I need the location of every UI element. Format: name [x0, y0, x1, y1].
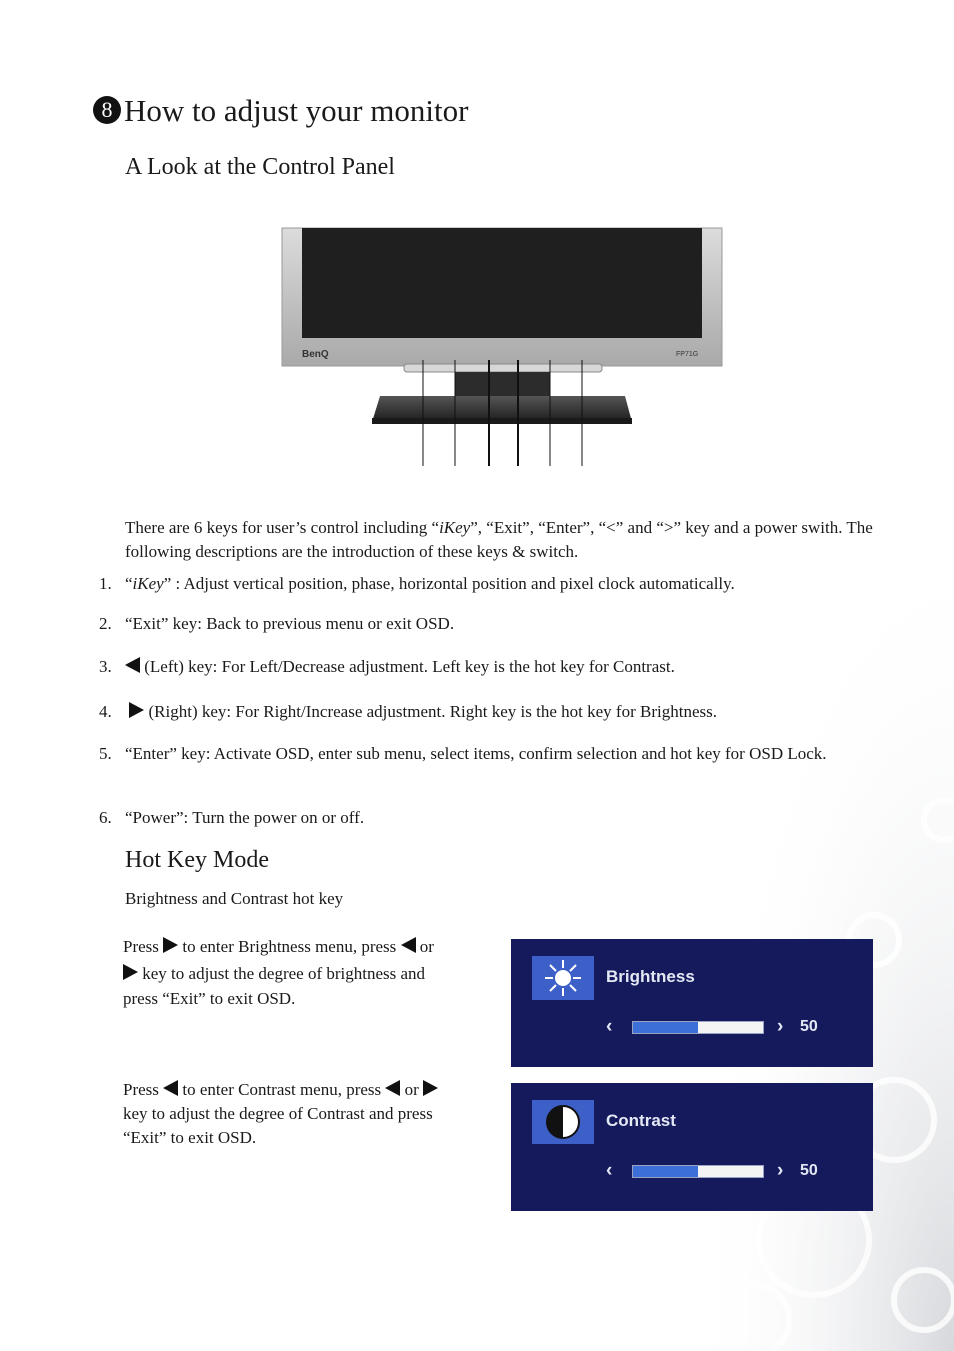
contrast-value: 50: [800, 1162, 818, 1179]
chevron-left-icon: ‹: [606, 1016, 613, 1037]
left-triangle-icon: [163, 1080, 178, 1096]
model-label: FP71G: [676, 351, 699, 358]
brightness-value: 50: [800, 1018, 818, 1035]
sun-icon: [532, 956, 594, 1000]
chapter-number-badge: 8: [93, 96, 121, 124]
control-panel-heading: A Look at the Control Panel: [125, 154, 395, 180]
left-triangle-icon: [125, 657, 140, 673]
right-triangle-icon: [129, 702, 144, 718]
monitor-control-panel-image: [280, 226, 726, 470]
decorative-background-pattern: [694, 520, 954, 1351]
contrast-icon: [532, 1100, 594, 1144]
contrast-instructions: Press to enter Contrast menu, press or key to adjust the degree of Contrast and press “Exit” to exit OSD.: [123, 1078, 493, 1150]
page-title: How to adjust your monitor: [124, 93, 469, 128]
chevron-left-icon: ‹: [606, 1160, 613, 1181]
contrast-label: Contrast: [606, 1111, 676, 1130]
right-triangle-icon: [423, 1080, 438, 1096]
right-triangle-icon: [123, 964, 138, 980]
left-triangle-icon: [385, 1080, 400, 1096]
right-triangle-icon: [163, 937, 178, 953]
contrast-level-fill: [633, 1166, 698, 1177]
chevron-right-icon: ›: [777, 1016, 784, 1037]
brightness-label: Brightness: [606, 967, 695, 986]
contrast-osd-panel: [511, 1083, 873, 1211]
chevron-right-icon: ›: [777, 1160, 784, 1181]
hot-key-subheading: Brightness and Contrast hot key: [125, 889, 344, 908]
brightness-instructions: Press to enter Brightness menu, press or key to adjust the degree of brightness and press “Exit” to exit OSD.: [123, 937, 434, 1008]
left-triangle-icon: [401, 937, 416, 953]
brightness-level-fill: [633, 1022, 698, 1033]
contrast-level-bar: [632, 1165, 764, 1178]
brightness-level-bar: [632, 1021, 764, 1034]
hot-key-heading: Hot Key Mode: [125, 847, 269, 873]
brand-logo: BenQ: [302, 349, 329, 360]
brightness-osd-panel: [511, 939, 873, 1067]
control-panel-intro: There are 6 keys for user’s control including “iKey”, “Exit”, “Enter”, “<” and “>” key and a power swith. The following descriptions are the introduction of these keys & switch.: [125, 518, 873, 561]
